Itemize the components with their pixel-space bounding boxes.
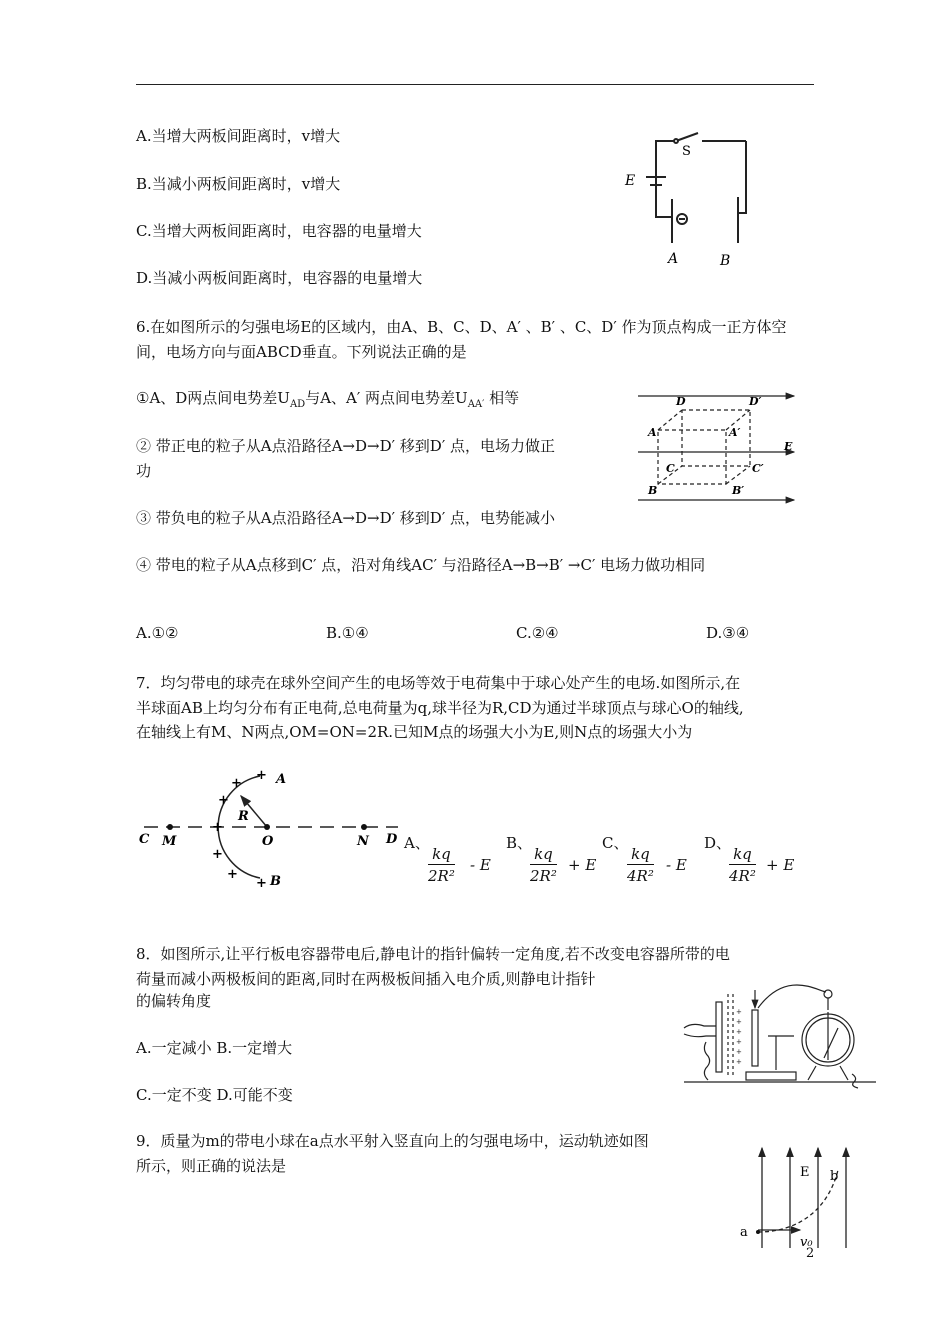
svg-text:+: +: [736, 1018, 742, 1026]
q6-s1-sub2: AA′: [467, 399, 485, 410]
q5-option-c: C.当增大两板间距离时，电容器的电量增大: [136, 222, 422, 240]
q7-hemisphere-figure: [136, 765, 406, 895]
q7-opt-b-num: kq: [530, 844, 557, 865]
q6-field-e: E: [784, 440, 793, 453]
q9-field-figure: [738, 1140, 868, 1252]
svg-text:+: +: [736, 1008, 742, 1016]
q9-line2: 所示，则正确的说法是: [136, 1157, 287, 1175]
q7-charge-sign: +: [227, 867, 238, 882]
q7-charge-sign: +: [256, 768, 267, 783]
q7-opt-d-num: kq: [729, 844, 756, 865]
q9-velocity-label: v₀: [800, 1235, 813, 1250]
q7-opt-b-tail: + E: [568, 856, 597, 874]
q7-opt-c-den: 4R²: [627, 867, 654, 885]
q6-stem-line1: 6.在如图所示的匀强电场E的区域内，由A、B、C、D、A′ 、B′ 、C、D′ 作为顶点构成一正方体空: [136, 318, 787, 336]
q9-point-a-label: a: [740, 1225, 748, 1240]
page-number: 2: [806, 1246, 815, 1261]
q8-options-ab: A.一定减小 B.一定增大: [136, 1039, 293, 1057]
q7-label-d: D: [386, 832, 398, 847]
q7-opt-a-den: 2R²: [428, 867, 455, 885]
q6-choice-b: B.①④: [326, 624, 369, 642]
q7-label-r: R: [238, 809, 249, 824]
q7-opt-b-den: 2R²: [530, 867, 557, 885]
q7-label-c: C: [139, 832, 150, 847]
q5-plate-b-label: B: [720, 253, 731, 269]
q6-vertex-b: B: [648, 484, 658, 497]
q7-charge-sign: +: [212, 847, 223, 862]
q6-vertex-dp: D′: [749, 395, 762, 408]
q7-label-b: B: [270, 874, 281, 889]
q7-label-a: A: [276, 772, 287, 787]
header-rule: [136, 84, 814, 85]
q7-opt-label-c: C、: [602, 834, 629, 852]
q7-opt-a-tail: - E: [470, 856, 491, 874]
q9-point-b-label: b: [830, 1169, 839, 1184]
q5-option-b: B.当减小两板间距离时，v增大: [136, 175, 341, 193]
q5-plate-a-label: A: [668, 251, 679, 267]
q5-option-d: D.当减小两板间距离时，电容器的电量增大: [136, 269, 423, 287]
q7-opt-a-fraction: [428, 844, 455, 887]
q7-opt-d-fraction: [729, 844, 756, 887]
q6-statement-1: [136, 386, 519, 417]
q6-stem-line2: 间，电场方向与面ABCD垂直。下列说法正确的是: [136, 343, 467, 361]
q6-statement-2b: 功: [136, 462, 152, 480]
q7-line2: 半球面AB上均匀分布有正电荷,总电荷量为q,球半径为R,CD为通过半球顶点与球心O的轴线,: [136, 699, 744, 717]
q9-point-a: [756, 1230, 760, 1234]
q6-statement-3: ③ 带负电的粒子从A点沿路径A→D→D′ 移到D′ 点，电势能减小: [136, 509, 555, 527]
q6-vertex-cp: C′: [752, 462, 764, 475]
q6-s1-b: 与A、A′ 两点间电势差U: [305, 389, 468, 407]
q7-point-o: [264, 824, 270, 830]
q7-line1: 7．均匀带电的球壳在球外空间产生的电场等效于电荷集中于球心处产生的电场.如图所示,在: [136, 674, 741, 692]
q6-cube-figure: [636, 390, 806, 510]
svg-text:+: +: [736, 1048, 742, 1056]
q7-opt-d-den: 4R²: [729, 867, 756, 885]
q6-choice-a: A.①②: [136, 624, 179, 642]
q8-electrometer-figure: [676, 980, 886, 1090]
q6-vertex-ap: A′: [729, 426, 741, 439]
q7-label-o: O: [262, 834, 274, 849]
q6-vertex-c: C: [666, 462, 675, 475]
q6-s1-c: 相等: [484, 389, 520, 407]
q7-point-n: [361, 824, 367, 830]
q5-option-a: A.当增大两板间距离时，v增大: [136, 127, 341, 145]
q6-statement-4: ④ 带电的粒子从A点移到C′ 点，沿对角线AC′ 与沿路径A→B→B′ →C′ 电场力做功相同: [136, 556, 706, 574]
q6-s1-sub1: AD: [289, 399, 306, 410]
q8-options-cd: C.一定不变 D.可能不变: [136, 1086, 293, 1104]
q8-line3: 的偏转角度: [136, 992, 212, 1010]
q7-opt-label-a: A、: [404, 834, 430, 852]
q5-switch-label: S: [682, 144, 691, 159]
q7-point-m: [167, 824, 173, 830]
q8-line1: 8．如图所示,让平行板电容器带电后,静电计的指针偏转一定角度,若不改变电容器所带的电: [136, 945, 730, 963]
q6-vertex-d: D: [676, 395, 686, 408]
q7-opt-label-d: D、: [704, 834, 732, 852]
q7-line3: 在轴线上有M、N两点,OM=ON=2R.已知M点的场强大小为E,则N点的场强大小为: [136, 723, 693, 741]
svg-text:+: +: [736, 1028, 742, 1036]
q6-s1-a: ①A、D两点间电势差U: [136, 389, 290, 407]
q7-label-m: M: [162, 834, 177, 849]
q9-line1: 9．质量为m的带电小球在a点水平射入竖直向上的匀强电场中，运动轨迹如图: [136, 1132, 649, 1150]
q7-opt-b-fraction: [530, 844, 557, 887]
q6-choice-c: C.②④: [516, 624, 559, 642]
q7-charge-sign: +: [218, 793, 229, 808]
q7-opt-c-num: kq: [627, 844, 654, 865]
q5-battery-label: E: [625, 173, 636, 189]
svg-text:+: +: [736, 1058, 742, 1066]
q7-charge-sign: +: [212, 820, 223, 835]
q6-vertex-bp: B′: [732, 484, 745, 497]
q7-opt-a-num: kq: [428, 844, 455, 865]
q5-circuit-figure: [620, 125, 760, 270]
q6-statement-2a: ② 带正电的粒子从A点沿路径A→D→D′ 移到D′ 点，电场力做正: [136, 437, 555, 455]
q6-choice-d: D.③④: [706, 624, 750, 642]
q7-opt-label-b: B、: [506, 834, 533, 852]
q7-charge-sign: +: [231, 776, 242, 791]
q7-opt-c-tail: - E: [666, 856, 687, 874]
q7-opt-d-tail: + E: [766, 856, 795, 874]
q7-label-n: N: [357, 834, 369, 849]
q9-field-label: E: [800, 1165, 810, 1180]
q7-charge-sign: +: [256, 876, 267, 891]
q8-line2: 荷量而减小两极板间的距离,同时在两极板间插入电介质,则静电计指针: [136, 970, 596, 988]
q7-opt-c-fraction: [627, 844, 654, 887]
svg-text:+: +: [736, 1038, 742, 1046]
q6-vertex-a: A: [648, 426, 657, 439]
